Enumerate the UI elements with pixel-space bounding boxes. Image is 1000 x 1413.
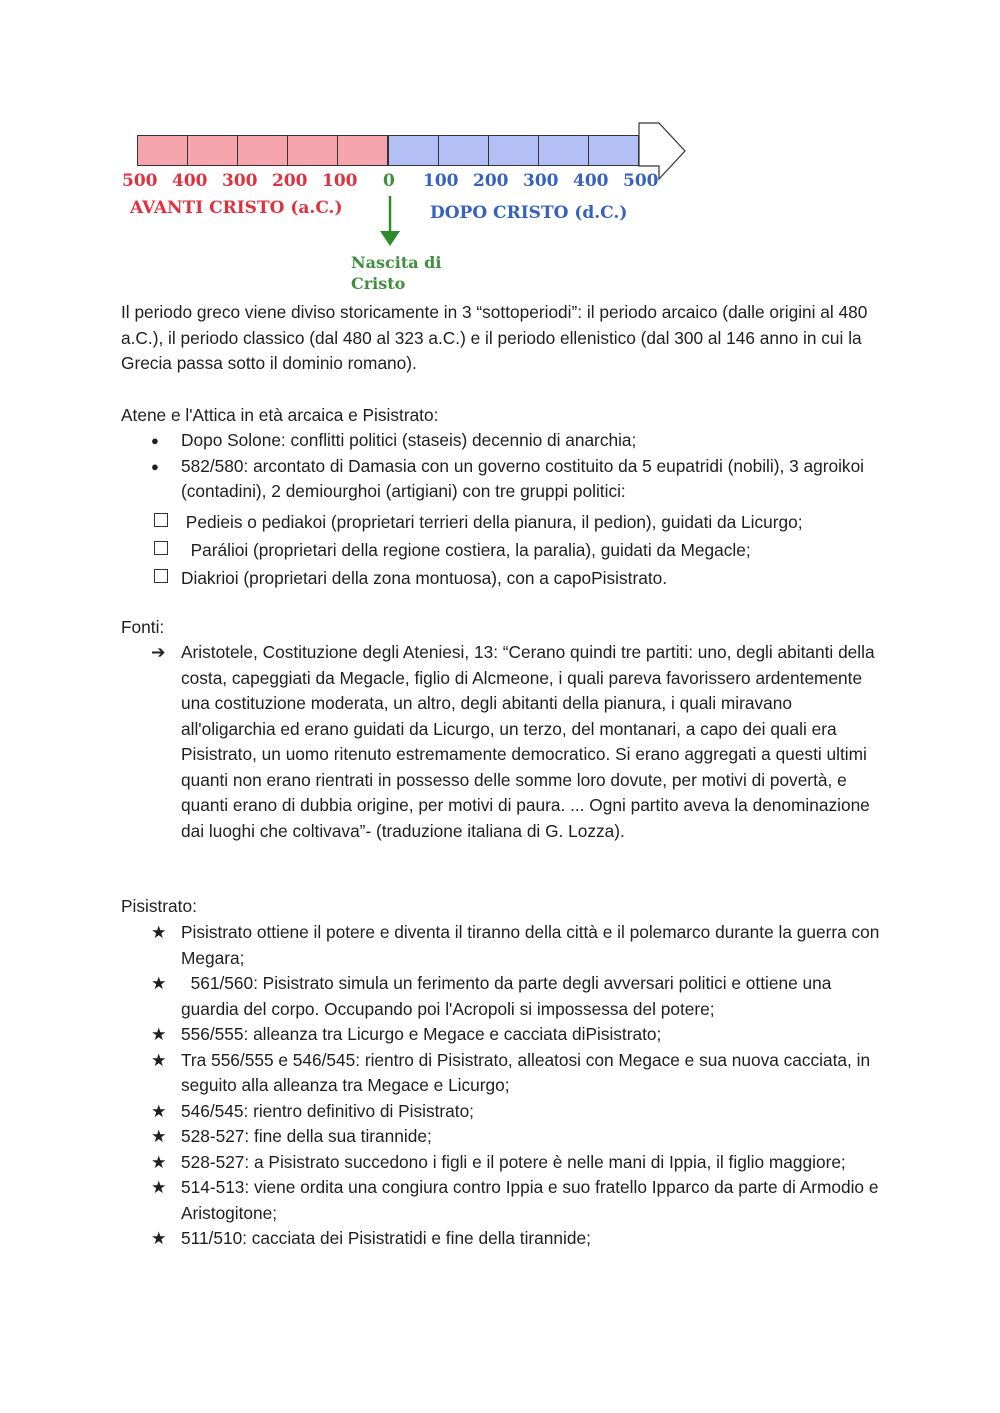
intro-paragraph bbox=[121, 300, 891, 377]
checkbox-icon[interactable] bbox=[154, 513, 168, 527]
list-item-text: 528-527: fine della sua tirannide; bbox=[181, 1126, 432, 1146]
birth-arrow-head bbox=[380, 231, 400, 246]
list-item bbox=[121, 1226, 891, 1252]
checkbox-icon[interactable] bbox=[154, 569, 168, 583]
tick-label-zero: 0 bbox=[383, 171, 395, 191]
pisistrato-star-list bbox=[121, 920, 891, 1252]
list-item-text: Tra 556/555 e 546/545: rientro di Pisistrato, alleatosi con Megace e sua nuova cacciata, in seguito alla alleanza tra Megace e Licurgo; bbox=[181, 1049, 871, 1095]
list-item bbox=[121, 1150, 891, 1176]
list-item bbox=[121, 971, 891, 1022]
list-item bbox=[121, 1022, 891, 1048]
list-item bbox=[121, 640, 891, 844]
list-item-text: Dopo Solone: conflitti politici (staseis) decennio di anarchia; bbox=[181, 430, 637, 450]
bc-era-label: AVANTI CRISTO (a.C.) bbox=[130, 198, 343, 218]
political-groups-checklist bbox=[121, 508, 891, 592]
pisistrato-heading: Pisistrato: bbox=[121, 896, 197, 916]
checklist-item bbox=[121, 564, 891, 592]
list-item bbox=[121, 1124, 891, 1150]
list-item-text: 514-513: viene ordita una congiura contro Ippia e suo fratello Ipparco da parte di Armodio e Aristogitone; bbox=[181, 1177, 879, 1223]
star-icon: ★ bbox=[151, 1049, 167, 1070]
list-item-text: 582/580: arcontato di Damasia con un governo costituito da 5 eupatridi (nobili), 3 agroikoi (contadini), 2 demiourghoi (artigiani) con tre gruppi politici: bbox=[181, 455, 865, 501]
list-item-text: 546/545: rientro definitivo di Pisistrato; bbox=[181, 1100, 474, 1121]
tick-label: 500 bbox=[122, 171, 158, 191]
star-icon: ★ bbox=[151, 1177, 167, 1197]
fonti-list bbox=[121, 640, 891, 844]
list-item bbox=[121, 920, 891, 971]
arrow-right-icon: ➔ bbox=[151, 642, 166, 662]
tick-label: 200 bbox=[272, 171, 308, 191]
star-icon: ★ bbox=[151, 1024, 167, 1044]
tick-label: 400 bbox=[172, 171, 208, 191]
birth-label-line: Cristo bbox=[351, 274, 406, 293]
list-item-text: 528-527: a Pisistrato succedono i figli e il potere è nelle mani di Ippia, il figlio maggiore; bbox=[181, 1151, 846, 1172]
checkbox-icon[interactable] bbox=[154, 541, 168, 555]
birth-label-line: Nascita di bbox=[351, 253, 442, 272]
birth-of-christ-label bbox=[351, 252, 441, 294]
tick-label: 200 bbox=[473, 171, 509, 191]
star-icon: ★ bbox=[151, 922, 167, 942]
list-item bbox=[121, 1099, 891, 1125]
bullet-icon: ● bbox=[151, 433, 159, 448]
bullet-icon: ● bbox=[151, 458, 159, 474]
tick-label: 300 bbox=[222, 171, 258, 191]
list-item bbox=[121, 1175, 891, 1226]
fonti-heading: Fonti: bbox=[121, 617, 165, 637]
star-icon: ★ bbox=[151, 973, 167, 993]
atene-bullet-list bbox=[121, 428, 891, 505]
list-item-text: 556/555: alleanza tra Licurgo e Megace e cacciata diPisistrato; bbox=[181, 1024, 662, 1044]
list-item bbox=[121, 428, 891, 454]
star-icon: ★ bbox=[151, 1228, 167, 1248]
checklist-item bbox=[121, 536, 891, 564]
timeline-figure bbox=[118, 118, 698, 300]
tick-label: 100 bbox=[322, 171, 358, 191]
tick-label: 500 bbox=[623, 171, 659, 191]
list-item bbox=[121, 1048, 891, 1099]
list-item-text: 561/560: Pisistrato simula un ferimento da parte degli avversari politici e ottiene una guardia del corpo. Occupando poi l'Acropoli si impossessa del potere; bbox=[181, 973, 837, 1019]
checklist-item bbox=[121, 508, 891, 536]
tick-label: 400 bbox=[573, 171, 609, 191]
tick-label: 100 bbox=[423, 171, 459, 191]
list-item bbox=[121, 454, 891, 505]
list-item-text: 511/510: cacciata dei Pisistratidi e fine della tirannide; bbox=[181, 1228, 591, 1248]
atene-heading: Atene e l'Attica in età arcaica e Pisistrato: bbox=[121, 405, 439, 425]
intro-text: Il periodo greco viene diviso storicamente in 3 “sottoperiodi”: il periodo arcaico (dalle origini al 480 a.C.), il periodo classico (dal 480 al 323 a.C.) e il periodo ellenistico (dal 300 al 146 anno in cui la Grecia passa sotto il dominio romano). bbox=[121, 302, 868, 373]
checklist-item-text: Pedieis o pediakoi (proprietari terrieri della pianura, il pedion), guidati da Licurgo; bbox=[181, 512, 803, 532]
star-icon: ★ bbox=[151, 1151, 167, 1172]
tick-label: 300 bbox=[523, 171, 559, 191]
checklist-item-text: Parálioi (proprietari della regione costiera, la paralia), guidati da Megacle; bbox=[181, 540, 751, 560]
quote-text: Aristotele, Costituzione degli Ateniesi, 13: “Cerano quindi tre partiti: uno, degli abitanti della costa, capeggiati da Megacle, figlio di Alcmeone, i quali pareva favorissero ardentemente una costituzione moderata, un altro, degli abitanti della pianura, i quali miravano all'oligarchia ed erano guidati da Licurgo, un terzo, del montanari, a capo dei quali era Pisistrato, un uomo ritenuto estremamente democratico. Si erano aggregati a questi ultimi quanti non erano rientrati in possesso delle somme loro dovute, per motivi di povertà, e quanti erano di dubbia origine, per motivi di paura. ... Ogni partito aveva la denominazione dai luoghi che coltivava”- (traduzione italiana di G. Lozza). bbox=[181, 642, 875, 841]
list-item-text: Pisistrato ottiene il potere e diventa il tiranno della città e il polemarco durante la guerra con Megara; bbox=[181, 922, 880, 968]
star-icon: ★ bbox=[151, 1100, 167, 1121]
star-icon: ★ bbox=[151, 1126, 167, 1146]
checklist-item-text: Diakrioi (proprietari della zona montuosa), con a capoPisistrato. bbox=[181, 568, 668, 588]
ad-era-label: DOPO CRISTO (d.C.) bbox=[430, 203, 628, 223]
